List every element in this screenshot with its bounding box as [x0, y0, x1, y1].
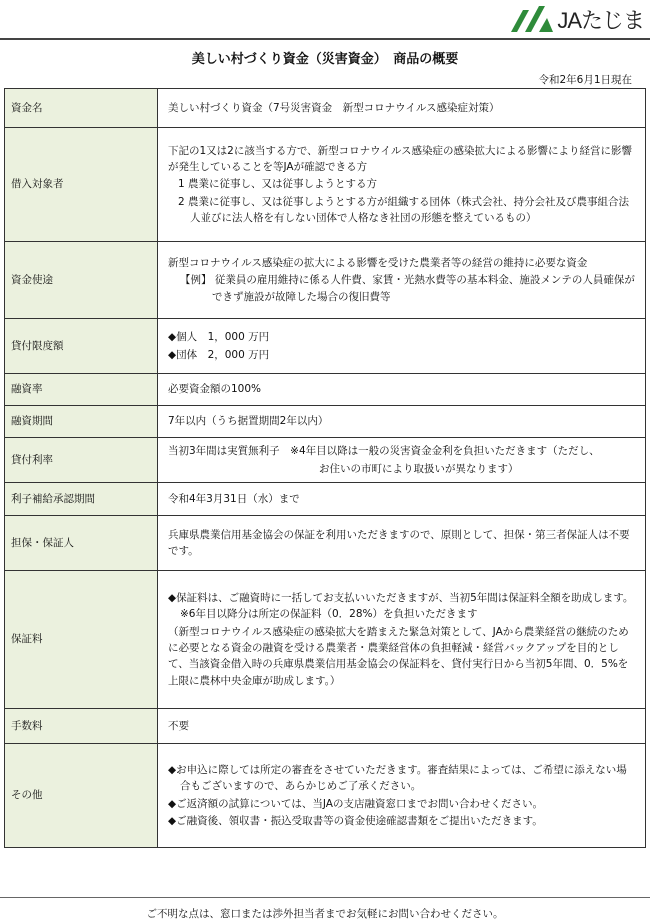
use-example: 【例】 従業員の雇用維持に係る人件費、家賃・光熱水費等の基本料金、施設メンテの人員確保ができず施設が故障した場合の復旧費等 — [180, 274, 635, 303]
ja-tajima-logo — [509, 4, 644, 34]
rate-line-1: 当初3年間は実質無利子 ※4年目以降は一般の災害資金金利を負担いただきます（ただし、 — [168, 445, 600, 458]
value-commission: 不要 — [158, 709, 646, 744]
row-fund-name — [5, 89, 646, 128]
value-borrower — [158, 128, 646, 242]
value-other — [158, 744, 646, 848]
limit-individual: ◆個人 1，000 万円 — [168, 331, 270, 344]
row-fee — [5, 571, 646, 709]
value-subsidy: 令和4年3月31日（水）まで — [158, 483, 646, 516]
row-guarantor — [5, 516, 646, 571]
value-ratio: 必要資金額の100% — [158, 374, 646, 406]
value-fund-name: 美しい村づくり資金（7号災害資金 新型コロナウイルス感染症対策） — [158, 89, 646, 128]
limit-group: ◆団体 2，000 万円 — [168, 348, 270, 361]
fee-line-2: （新型コロナウイルス感染症の感染拡大を踏まえた緊急対策として、JAから農業経営の継続のために必要となる資金の融資を受ける農業者・農業経営体の負担軽減・経営バックアップを目的として、当該資金借入時の兵庫県農業信用基金協会の保証料を、貸付実行日から当初5年間、0．5%を上限に農林中央金庫が助成します。） — [168, 625, 629, 687]
borrower-item-1: 1 農業に従事し、又は従事しようとする方 — [178, 178, 378, 191]
use-text: 新型コロナウイルス感染症の拡大による影響を受けた農業者等の経営の維持に必要な資金 — [168, 257, 588, 270]
row-other — [5, 744, 646, 848]
other-line-1: ◆お申込に際しては所定の審査をさせていただきます。審査結果によっては、ご希望に添えない場合もございますので、あらかじめご了承ください。 — [168, 763, 627, 793]
label-rate: 貸付利率 — [5, 438, 158, 483]
label-subsidy: 利子補給承認期間 — [5, 483, 158, 516]
as-of-date: 令和2年6月1日現在 — [538, 74, 632, 86]
row-subsidy — [5, 483, 646, 516]
borrower-item-2: 2 農業に従事し、又は従事しようとする方が組織する団体（株式会社、持分会社及び農事組合法人並びに法人格を有しない団体で人格なき社団の形態を整えているもの） — [178, 195, 630, 224]
row-period — [5, 406, 646, 438]
footer-divider — [0, 897, 650, 898]
value-use — [158, 242, 646, 319]
footer-note: ご不明な点は、窓口または渉外担当者までお気軽にお問い合わせください。 — [146, 908, 504, 920]
row-commission — [5, 709, 646, 744]
ja-logo-mark-icon — [509, 4, 555, 34]
label-period: 融資期間 — [5, 406, 158, 438]
label-commission: 手数料 — [5, 709, 158, 744]
label-fee: 保証料 — [5, 571, 158, 709]
label-limit: 貸付限度額 — [5, 319, 158, 374]
page-title: 美しい村づくり資金（災害資金） 商品の概要 — [191, 52, 459, 67]
label-use: 資金使途 — [5, 242, 158, 319]
value-period: 7年以内（うち据置期間2年以内） — [158, 406, 646, 438]
other-line-2: ◆ご返済額の試算については、当JAの支店融資窓口までお問い合わせください。 — [168, 797, 543, 810]
row-borrower — [5, 128, 646, 242]
brand-name: JAたじま — [557, 7, 644, 33]
header-divider — [0, 38, 650, 40]
value-fee — [158, 571, 646, 709]
label-guarantor: 担保・保証人 — [5, 516, 158, 571]
value-rate — [158, 438, 646, 483]
label-borrower: 借入対象者 — [5, 128, 158, 242]
borrower-intro: 下記の1又は2に該当する方で、新型コロナウイルス感染症の感染拡大による影響により経営に影響が発生していることを等JAが確認できる方 — [168, 144, 633, 174]
label-other: その他 — [5, 744, 158, 848]
row-use — [5, 242, 646, 319]
label-fund-name: 資金名 — [5, 89, 158, 128]
row-limit — [5, 319, 646, 374]
fee-line-1: ◆保証料は、ご融資時に一括してお支払いいただきますが、当初5年間は保証料全額を助成します。 ※6年目以降分は所定の保証料（0．28%）を負担いただきます — [168, 592, 634, 621]
row-ratio — [5, 374, 646, 406]
rate-line-2: お住いの市町により取扱いが異なります） — [319, 462, 519, 475]
label-ratio: 融資率 — [5, 374, 158, 406]
other-line-3: ◆ご融資後、領収書・振込受取書等の資金使途確認書類をご提出いただきます。 — [168, 814, 543, 827]
value-limit — [158, 319, 646, 374]
product-overview-table — [4, 88, 646, 848]
row-rate — [5, 438, 646, 483]
value-guarantor: 兵庫県農業信用基金協会の保証を利用いただきますので、原則として、担保・第三者保証人は不要です。 — [158, 516, 646, 571]
